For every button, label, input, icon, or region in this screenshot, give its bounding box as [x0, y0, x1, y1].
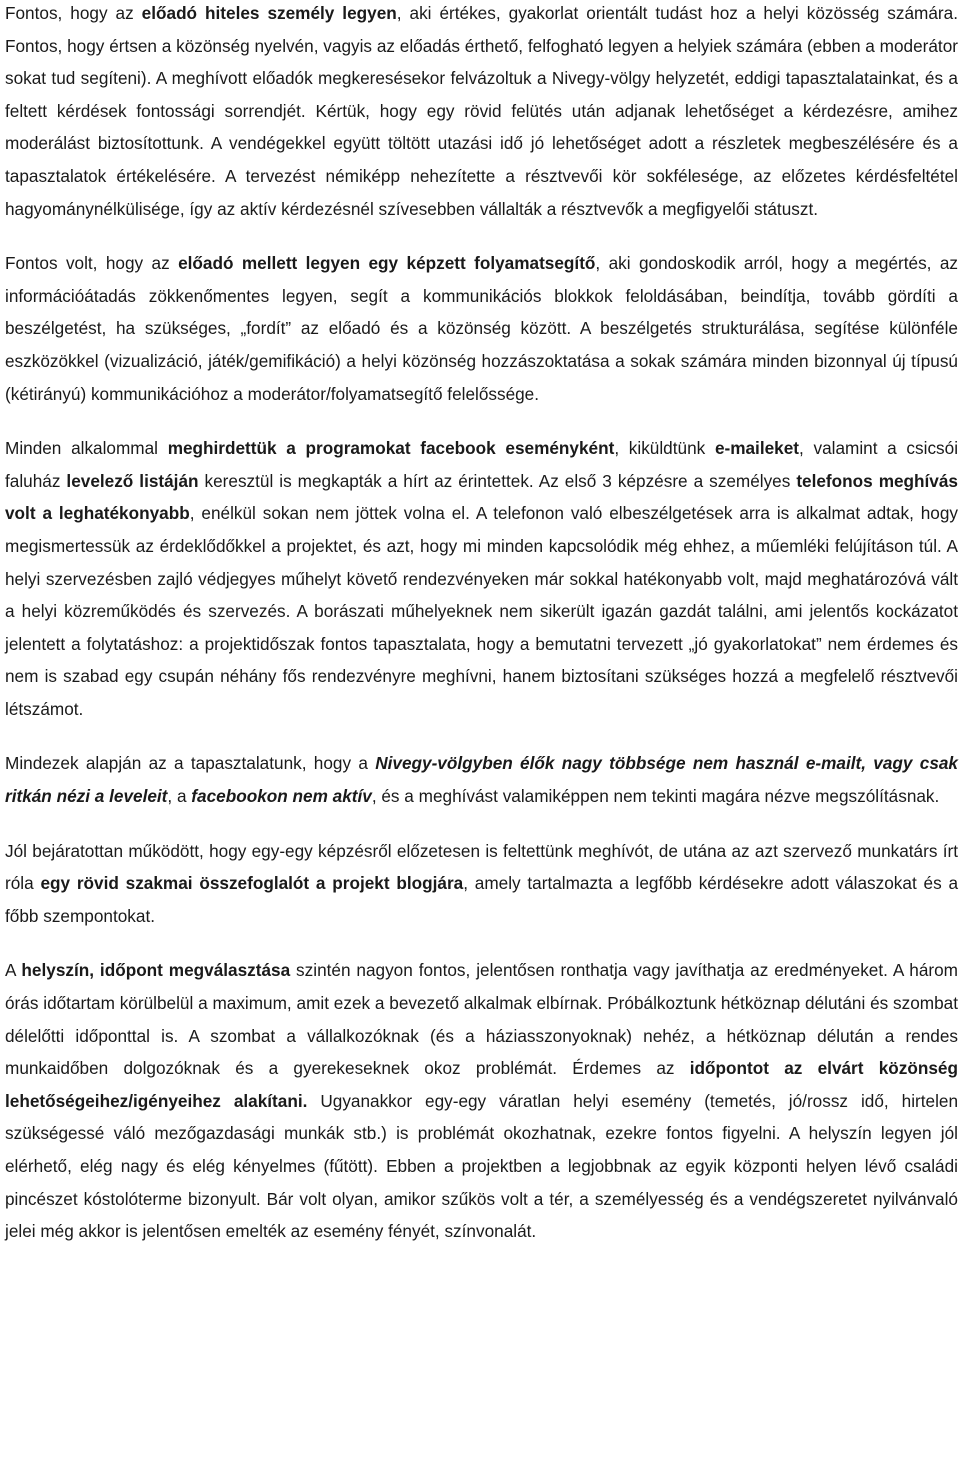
text-segment: , valamint a csicsói faluház: [5, 438, 959, 491]
text-segment: A: [5, 960, 22, 981]
bold-segment: időpontot az elvárt közönség lehetőségeihez/igényeihez alakítani.: [5, 1058, 958, 1111]
text-segment: Fontos volt, hogy az: [5, 253, 179, 274]
text-segment: Minden alkalommal: [5, 438, 168, 459]
bold-segment: egy rövid szakmai összefoglalót a projekt blogjára: [40, 873, 464, 894]
bold-segment: e-maileket: [714, 438, 800, 459]
bold-segment: meghirdettük a programokat facebook eseményként: [167, 438, 615, 459]
bold-segment: előadó mellett legyen egy képzett folyamatsegítő: [178, 253, 596, 274]
text-segment: , aki gondoskodik arról, hogy a megértés, az információátadás zökkenőmentes legyen, segít a kommunikációs blokkok feloldásában, beindítja, tovább gördíti a beszélgetést, ha szükséges, „fordít” az előadó és a közönség között. A beszélgetés strukturálása, segítése különféle eszközökkel (vizualizáció, játék/gemifikáció) a helyi közönség hozzászoktatása a sokak számára minden bizonnyal új típusú (kétirányú) kommunikációhoz a moderátor/folyamatsegítő felelőssége.: [5, 253, 959, 404]
emphasis-text: facebookon nem aktív: [191, 786, 372, 807]
text-segment: Ugyanakkor egy-egy váratlan helyi esemény (temetés, jó/rossz idő, hirtelen szükségessé váló mezőgazdasági munkák stb.) is problémát okozhatnak, ezekre fontos figyelni. A helyszín legyen jól elérhető, elég nagy és elég kényelmes (fűtött). Ebben a projektben a legjobbnak az egyik központi helyen lévő családi pincészet kóstolóterme bizonyult. Bár volt olyan, amikor szűkös volt a tér, a személyesség és a vendégszeretet nyilvánvaló jelei még akkor is jelentősen emelték az esemény fényét, színvonalát.: [5, 1090, 959, 1242]
emphasis-text: Nivegy-völgyben élők nagy többsége nem használ e-mailt, vagy csak ritkán nézi a leveleit: [5, 753, 958, 807]
bold-segment: előadó hiteles személy legyen: [141, 3, 397, 23]
paragraph-venue-time: [5, 954, 958, 1247]
paragraph-experience-summary: [5, 747, 958, 812]
bold-segment: telefonos meghívás volt a leghatékonyabb: [5, 470, 958, 524]
text-segment: szintén nagyon fontos, jelentősen ronthatja vagy javíthatja az eredményeket. A három órás időtartam körülbelül a maximum, amit ezek a bevezető alkalmak elbírnak. Próbálkoztunk hétköznap délutáni és szombat délelőtti időponttal is. A szombat a vállalkozóknak (és a háziasszonyoknak) nehéz, a hétköznap délután a rendes munkaidőben dolgozóknak és a gyerekeseknek okoz problémát. Érdemes az: [5, 960, 958, 1079]
bold-segment: levelező listáján: [66, 470, 199, 491]
text-segment: , kiküldtünk: [614, 438, 715, 459]
text-segment: Mindezek alapján az a tapasztalatunk, hogy a: [5, 753, 376, 774]
bold-italic-segment: [191, 786, 372, 806]
text-segment: Fontos, hogy az: [5, 3, 142, 23]
text-segment: , enélkül sokan nem jöttek volna el. A telefonon való elbeszélgetések arra is alkalmat adtak, hogy megismertessük az érdeklődőkkel a projektet, és azt, hogy mi minden kapcsolódik még ehhez, a műemléki felújításon túl. A helyi szervezésben zajló védjegyes műhelyt követő rendezvényeken már sokkal hatékonyabb volt, majd meghatározóvá vált a helyi közreműködés és szervezés. A borászati műhelyeknek nem sikerült igazán gazdát találni, ami jelentős kockázatot jelentett a folytatáshoz: a projektidőszak fontos tapasztalata, hogy a bemutatni tervezett „jó gyakorlatokat” nem érdemes és nem is szabad egy csupán néhány fős rendezvényre meghívni, hanem biztosítani szükséges hozzá a megfelelő résztvevői létszámot.: [5, 503, 958, 719]
paragraph-announcements: [5, 432, 958, 725]
bold-segment: helyszín, időpont megválasztása: [21, 960, 291, 981]
paragraph-speaker-credibility: [5, 0, 958, 225]
text-segment: , és a meghívást valamiképpen nem tekinti magára nézve megszólításnak.: [371, 786, 940, 807]
text-segment: , a: [167, 786, 192, 807]
text-segment: , amely tartalmazta a legfőbb kérdésekre adott válaszokat és a főbb szempontokat.: [5, 873, 959, 926]
text-segment: keresztül is megkapták a hírt az érintettek. Az első 3 képzésre a személyes: [198, 470, 797, 491]
text-segment: , aki értékes, gyakorlat orientált tudást hoz a helyi közösség számára. Fontos, hogy értsen a közönség nyelvén, vagyis az előadás érthető, felfogható legyen a helyiek számára (ebben a moderátor sokat tud segíteni). A meghívott előadók megkeresésekor felvázoltuk a Nivegy-völgy helyzetét, eddigi tapasztalatainkat, és a feltett kérdések fontossági sorrendjét. Kértük, hogy egy rövid felütés után adjanak lehetőséget a kérdezésre, amihez moderálást biztosítottunk. A vendégekkel együtt töltött utazási idő jó lehetőséget adott a részletek megbeszélésére és a tapasztalatok értékelésére. A tervezést némiképp nehezítette a résztvevői kör sokfélesége, az előzetes kérdésfeltétel hagyománynélkülisége, így az aktív kérdezésnél szívesebben vállalták a résztvevők a megfigyelői státuszt.: [5, 3, 958, 219]
text-segment: Jól bejáratottan működött, hogy egy-egy képzésről előzetesen is feltettünk meghívót, de utána az azt szervező munkatárs írt róla: [5, 840, 958, 894]
paragraph-blog-summary: [5, 835, 958, 933]
paragraph-facilitator: [5, 247, 958, 410]
